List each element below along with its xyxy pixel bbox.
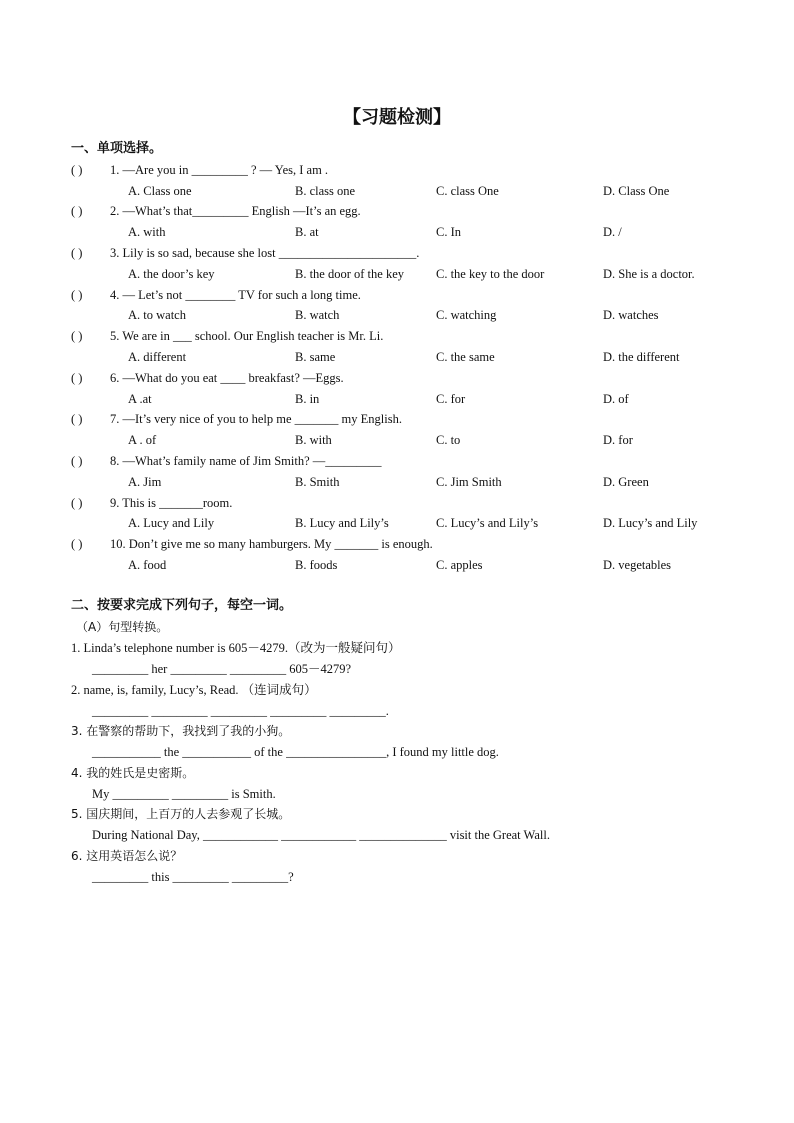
option-b: B. foods — [295, 558, 338, 572]
option-a: A .at — [128, 392, 152, 406]
option-d: D. Green — [603, 475, 649, 489]
answer-paren: ( ) — [71, 329, 83, 343]
answer-paren: ( ) — [71, 371, 83, 385]
sentence-answer-line: _________ her _________ _________ 605－4279? — [92, 662, 352, 676]
question-stem: 9. This is _______room. — [110, 496, 233, 510]
answer-paren: ( ) — [71, 454, 83, 468]
option-b: B. in — [295, 392, 320, 406]
option-c: C. class One — [436, 184, 499, 198]
option-a: A. different — [128, 350, 187, 364]
sentence-prompt: 6. 这用英语怎么说？ — [71, 849, 183, 863]
answer-paren: ( ) — [71, 246, 83, 260]
sentence-prompt: 3. 在警察的帮助下，我找到了我的小狗。 — [71, 724, 291, 738]
option-b: B. with — [295, 433, 332, 447]
section2-heading: 二、按要求完成下列句子，每空一词。 — [71, 598, 293, 613]
question-stem: 1. —Are you in _________ ? — Yes, I am . — [110, 163, 329, 177]
option-a: A . of — [128, 433, 157, 447]
option-b: B. same — [295, 350, 336, 364]
option-c: C. Jim Smith — [436, 475, 502, 489]
sentence-prompt: 1. Linda’s telephone number is 605－4279.（改为一般疑问句） — [71, 641, 401, 655]
page-title: 【习题检测】 — [343, 107, 451, 128]
question-stem: 8. —What’s family name of Jim Smith? —_________ — [110, 454, 382, 468]
option-a: A. with — [128, 225, 166, 239]
option-d: D. for — [603, 433, 633, 447]
section2-subheading: （A）句型转换。 — [76, 620, 169, 634]
question-stem: 7. —It’s very nice of you to help me _______ my English. — [110, 412, 402, 426]
option-c: C. In — [436, 225, 461, 239]
option-b: B. Lucy and Lily’s — [295, 516, 389, 530]
option-d: D. vegetables — [603, 558, 672, 572]
option-c: C. to — [436, 433, 461, 447]
question-stem: 2. —What’s that_________ English —It’s an egg. — [110, 204, 361, 218]
option-d: D. Lucy’s and Lily — [603, 516, 698, 530]
option-a: A. food — [128, 558, 167, 572]
question-stem: 4. — Let’s not ________ TV for such a long time. — [110, 288, 361, 302]
answer-paren: ( ) — [71, 288, 83, 302]
option-d: D. of — [603, 392, 629, 406]
option-d: D. She is a doctor. — [603, 267, 695, 281]
option-b: B. watch — [295, 308, 340, 322]
option-a: A. to watch — [128, 308, 186, 322]
answer-paren: ( ) — [71, 204, 83, 218]
sentence-prompt: 5. 国庆期间，上百万的人去参观了长城。 — [71, 807, 291, 821]
option-b: B. Smith — [295, 475, 340, 489]
sentence-answer-line: _________ _________ _________ _________ _________. — [92, 704, 389, 718]
answer-paren: ( ) — [71, 496, 83, 510]
option-a: A. the door’s key — [128, 267, 215, 281]
option-c: C. watching — [436, 308, 497, 322]
sentence-answer-line: ___________ the ___________ of the ________________, I found my little dog. — [92, 745, 499, 759]
option-c: C. apples — [436, 558, 483, 572]
question-stem: 5. We are in ___ school. Our English teacher is Mr. Li. — [110, 329, 384, 343]
option-c: C. the key to the door — [436, 267, 545, 281]
section1-heading: 一、单项选择。 — [71, 141, 163, 156]
option-a: A. Lucy and Lily — [128, 516, 215, 530]
sentence-prompt: 4. 我的姓氏是史密斯。 — [71, 766, 195, 780]
question-stem: 6. —What do you eat ____ breakfast? —Eggs. — [110, 371, 344, 385]
option-b: B. the door of the key — [295, 267, 405, 281]
answer-paren: ( ) — [71, 412, 83, 426]
sentence-prompt: 2. name, is, family, Lucy’s, Read. （连词成句） — [71, 683, 317, 697]
option-c: C. the same — [436, 350, 495, 364]
option-c: C. Lucy’s and Lily’s — [436, 516, 539, 530]
option-d: D. / — [603, 225, 622, 239]
sentence-answer-line: My _________ _________ is Smith. — [92, 787, 276, 801]
option-b: B. class one — [295, 184, 356, 198]
option-d: D. watches — [603, 308, 659, 322]
sentence-answer-line: During National Day, ____________ ____________ ______________ visit the Great Wall. — [92, 828, 550, 842]
sentence-answer-line: _________ this _________ _________? — [92, 870, 294, 884]
answer-paren: ( ) — [71, 537, 83, 551]
option-a: A. Jim — [128, 475, 162, 489]
option-d: D. Class One — [603, 184, 670, 198]
option-b: B. at — [295, 225, 319, 239]
answer-paren: ( ) — [71, 163, 83, 177]
option-d: D. the different — [603, 350, 680, 364]
option-c: C. for — [436, 392, 466, 406]
question-stem: 10. Don’t give me so many hamburgers. My _______ is enough. — [110, 537, 433, 551]
question-stem: 3. Lily is so sad, because she lost ______________________. — [110, 246, 420, 260]
option-a: A. Class one — [128, 184, 192, 198]
